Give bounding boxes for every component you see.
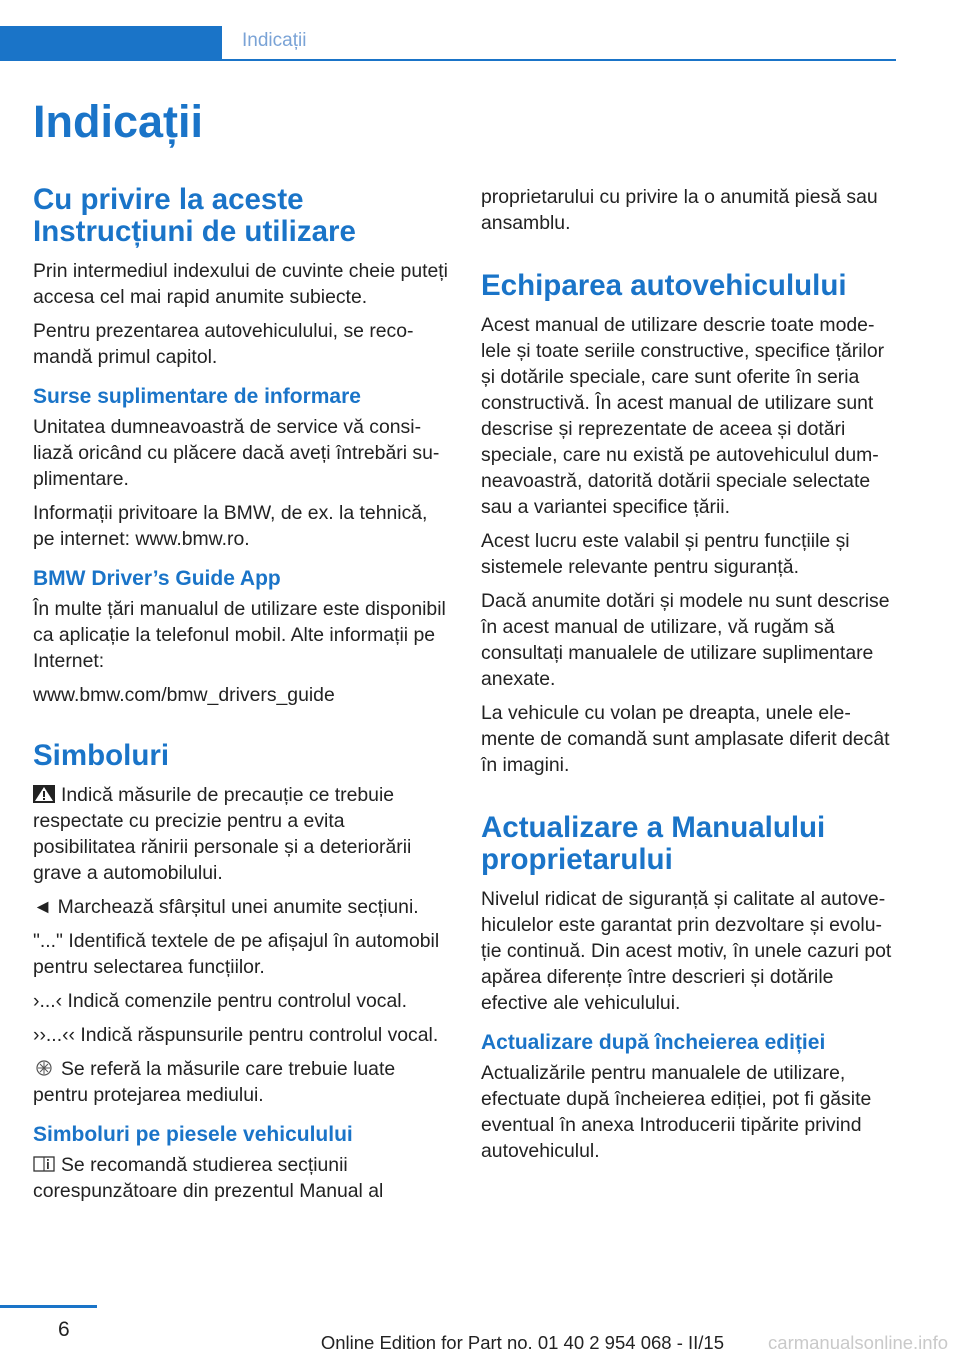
edition-text: Online Edition for Part no. 01 40 2 954 068 - II/15 [320,1332,724,1353]
heading-vehicle-symbols: Simboluri pe piesele vehiculului [33,1123,353,1146]
watermark-text: carmanualsonline.info [768,1332,948,1353]
symbol-warning-text: Indică măsurile de precauție ce trebuie respectate cu precizie pentru a evita posibilitatea rănirii personale și a deteriorării grave a automobilului. [33,784,412,884]
manual-book-icon [33,1155,55,1173]
symbol-warning-row [33,782,448,886]
left-column [33,184,448,1212]
symbol-book-row [33,1152,448,1204]
para-present: Pentru prezentarea autovehiculului, se recomandă primul capitol. [33,320,414,368]
page-number: 6 [58,1318,70,1341]
para-eq3: Dacă anumite dotări și modele nu sunt descrise în acest manual de utilizare, vă rugăm să consultați manualele de utilizare suplimentare anexate. [481,590,890,690]
heading-update: Actualizare a Manualului proprietarului [481,811,826,876]
symbol-answers-text: ››...‹‹ Indică răspunsurile pentru controlul vocal. [33,1024,439,1046]
symbol-voice-text: ›...‹ Indică comenzile pentru controlul vocal. [33,990,407,1012]
symbol-book-text: Se recomandă studierea secțiunii corespunzătoare din prezentul Manual al [33,1154,384,1202]
para-update: Nivelul ridicat de siguranță și calitate al autovehiculelor este garantat prin dezvoltare și evoluție continuă. Din acest motiv, în unele cazuri pot apărea diferențe între descrieri și dotările efective ale vehiculului. [481,888,892,1014]
para-eq4: La vehicule cu volan pe dreapta, unele elemente de comandă sunt amplasate diferit decât în imagini. [481,702,890,776]
para-url: www.bmw.com/bmw_drivers_guide [33,684,335,706]
heading-symbols: Simboluri [33,739,170,772]
heading-after-edition: Actualizare după încheierea ediției [481,1031,826,1054]
heading-equipment: Echiparea autovehiculului [481,269,847,302]
chapter-title: Indicații [33,96,204,147]
para-info: Informații privitoare la BMW, de ex. la tehnică, pe internet: www.bmw.ro. [33,502,428,550]
para-eq2: Acest lucru este valabil și pentru funcțiile și sistemele relevante pentru siguranță. [481,530,850,578]
warning-triangle-icon [33,785,55,803]
para-eq1: Acest manual de utilizare descrie toate modelele și toate seriile constructive, specifice țărilor și dotările speciale, care sunt oferite în seria constructivă. În acest manual de utilizare sunt descrise și reprezentate de aceea și dotări speciale, care nu există pe autovehiculul dumneavoastră, datorită dotării speciale selectate sau a variantei specifice țării. [481,314,885,518]
para-after-edition: Actualizările pentru manualele de utilizare, efectuate după încheierea ediției, pot fi găsite eventual în anexa Introducerii tipărite privind autovehiculul. [481,1062,872,1162]
symbol-env-row [33,1056,448,1108]
symbol-end-text: ◄ Marchează sfârșitul unei anumite secțiuni. [33,896,419,918]
symbol-display-text: "..." Identifică textele de pe afișajul în automobil pentru selectarea funcțiilor. [33,930,440,978]
heading-manual: Cu privire la aceste Instrucțiuni de utilizare [33,183,356,248]
footer-line [0,1305,97,1308]
right-column [481,184,894,1172]
para-continued: proprietarului cu privire la o anumită piesă sau ansamblu. [481,186,878,234]
heading-app: BMW Driver’s Guide App [33,567,281,590]
environment-leaf-icon [33,1059,55,1077]
header-bar [0,26,222,61]
para-service: Unitatea dumneavoastră de service vă consiliază oricând cu plăcere dacă aveți întrebări suplimentare. [33,416,440,490]
para-app: În multe țări manualul de utilizare este disponibil ca aplicație la telefonul mobil. Alte informații pe Internet: [33,598,446,672]
heading-sources: Surse suplimentare de informare [33,385,361,408]
header-title: Indicații [242,30,307,51]
header-line [222,59,896,61]
symbol-env-text: Se referă la măsurile care trebuie luate pentru protejarea mediului. [33,1058,396,1106]
para-index: Prin intermediul indexului de cuvinte cheie puteți accesa cel mai rapid anumite subiecte. [33,260,448,308]
